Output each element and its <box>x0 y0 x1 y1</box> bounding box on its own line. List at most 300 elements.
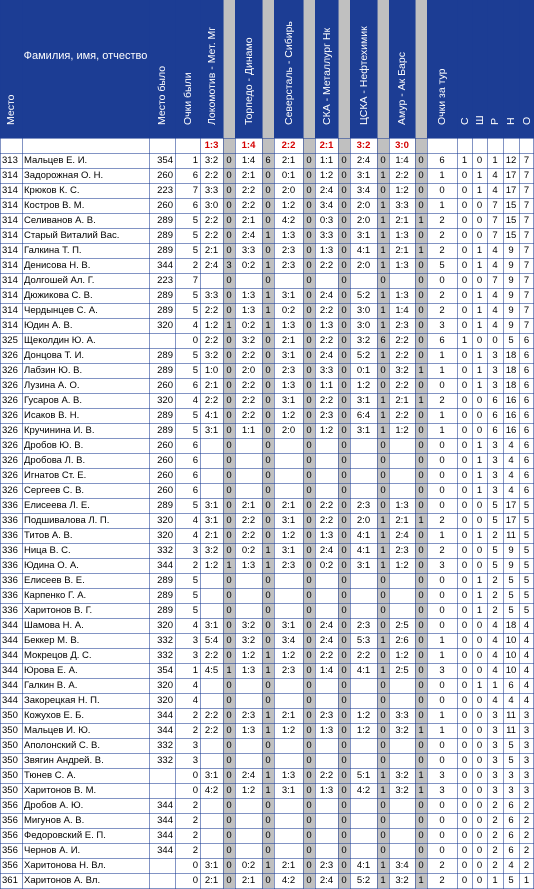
cell-match4-score: 2:4 <box>319 185 334 196</box>
cell-match6-score: 2:4 <box>395 530 409 541</box>
cell-match5-pts: 1 <box>377 513 389 528</box>
cell-match1-score <box>200 843 223 858</box>
cell-match5-pts: 0 <box>377 648 389 663</box>
cell-name: Долгошей Ал. Г. <box>24 275 95 286</box>
cell-match3-score <box>274 603 303 618</box>
cell-sh-count: 1 <box>476 575 483 586</box>
cell-match1-pts: 0 <box>223 453 235 468</box>
cell-match3-pts: 0 <box>303 828 315 843</box>
cell-n-count: 17 <box>505 170 517 181</box>
result-row-cell <box>0 138 22 153</box>
cell-match6-score <box>389 573 415 588</box>
cell-prev-points: 2 <box>192 830 198 841</box>
cell-place: 326 <box>2 410 18 421</box>
cell-match6-pts: 1 <box>415 243 427 258</box>
cell-prev-place: 320 <box>157 515 173 526</box>
cell-match5-score <box>350 738 377 753</box>
cell-match1-score: 2:2 <box>204 335 219 346</box>
cell-name: Елисеева Л. Е. <box>24 500 90 511</box>
cell-place: 314 <box>2 320 18 331</box>
cell-prev-place: 320 <box>157 680 173 691</box>
cell-match5-score: 4:1 <box>356 545 371 556</box>
cell-match2-score: 1:1 <box>241 425 256 436</box>
cell-prev-points: 3 <box>192 740 198 751</box>
grid-line-v <box>519 0 520 889</box>
cell-tour-points: 1 <box>439 710 445 721</box>
cell-name: Беккер М. В. <box>24 635 80 646</box>
cell-match2-score: 1:3 <box>241 725 256 736</box>
table-row <box>0 513 534 528</box>
cell-match6-score <box>389 468 415 483</box>
cell-place: 326 <box>2 485 18 496</box>
cell-match6-score: 1:2 <box>395 185 409 196</box>
cell-match5-pts: 0 <box>377 678 389 693</box>
cell-prev-points: 6 <box>192 485 198 496</box>
cell-match3-score <box>274 798 303 813</box>
table-row <box>0 678 534 693</box>
cell-o-count: 1 <box>523 875 530 886</box>
grid-line-v <box>200 0 201 889</box>
cell-prev-place <box>149 768 175 783</box>
grid-line-h <box>0 468 534 469</box>
cell-sh-count: 0 <box>476 830 483 841</box>
cell-match1-score: 3:2 <box>204 545 219 556</box>
cell-s-count: 0 <box>461 635 468 646</box>
cell-match5-score <box>350 813 377 828</box>
header-match6 <box>389 0 415 138</box>
header-prev-points-label: Очки были <box>181 71 194 125</box>
cell-match2-pts: 0 <box>262 693 274 708</box>
cell-s-count: 1 <box>461 155 468 166</box>
cell-match4-score: 1:2 <box>319 170 334 181</box>
cell-o-count: 6 <box>523 425 530 436</box>
cell-match3-score: 1:2 <box>281 650 296 661</box>
cell-match2-score <box>235 678 262 693</box>
cell-sh-count: 0 <box>476 695 483 706</box>
cell-sh-count: 1 <box>476 590 483 601</box>
cell-match2-score <box>235 753 262 768</box>
cell-match3-pts: 0 <box>303 423 315 438</box>
cell-match2-score: 2:2 <box>241 395 256 406</box>
header-sh <box>472 0 487 138</box>
cell-match1-pts: 0 <box>223 228 235 243</box>
cell-match2-pts: 1 <box>262 228 274 243</box>
cell-match5-score <box>350 573 377 588</box>
cell-match4-score: 2:2 <box>319 335 334 346</box>
cell-n-count: 11 <box>506 710 516 721</box>
cell-match5-pts: 0 <box>377 618 389 633</box>
cell-match6-pts: 0 <box>415 543 427 558</box>
cell-match3-pts: 0 <box>303 543 315 558</box>
cell-prev-place: 332 <box>157 545 173 556</box>
cell-match2-pts: 0 <box>262 243 274 258</box>
cell-match5-score <box>350 693 377 708</box>
cell-name: Игнатов Ст. Е. <box>24 470 87 481</box>
cell-o-count: 6 <box>523 470 530 481</box>
cell-place: 314 <box>2 305 18 316</box>
cell-r-count: 3 <box>492 380 498 391</box>
cell-prev-points: 6 <box>192 200 198 211</box>
cell-match2-pts: 1 <box>262 558 274 573</box>
cell-prev-points: 5 <box>192 245 198 256</box>
cell-place: 314 <box>2 170 18 181</box>
cell-sh-count: 0 <box>476 155 483 166</box>
cell-match5-pts: 1 <box>377 663 389 678</box>
cell-match6-pts: 0 <box>415 663 427 678</box>
cell-match2-pts: 0 <box>262 423 274 438</box>
cell-tour-points: 0 <box>439 845 445 856</box>
cell-match6-score <box>389 813 415 828</box>
cell-r-count: 4 <box>492 170 498 181</box>
cell-o-count: 3 <box>523 710 530 721</box>
cell-match1-score: 2:1 <box>204 245 219 256</box>
table-row <box>0 573 534 588</box>
cell-match3-pts: 0 <box>303 603 315 618</box>
cell-match3-pts: 0 <box>303 738 315 753</box>
cell-match2-pts: 0 <box>262 873 274 888</box>
cell-place: 356 <box>2 815 18 826</box>
cell-match4-score: 3:4 <box>319 200 334 211</box>
cell-r-count: 4 <box>492 305 498 316</box>
grid-line-v <box>262 0 263 889</box>
cell-place: 326 <box>2 455 18 466</box>
cell-match1-score: 3:2 <box>204 155 219 166</box>
cell-place: 344 <box>2 650 18 661</box>
cell-match4-pts: 0 <box>338 648 350 663</box>
cell-match6-pts: 1 <box>415 363 427 378</box>
cell-match5-score: 3:4 <box>356 185 371 196</box>
grid-line-h <box>0 753 534 754</box>
cell-place: 326 <box>2 350 18 361</box>
cell-s-count: 0 <box>461 305 468 316</box>
header-o-label: О <box>520 116 533 125</box>
cell-match4-pts: 0 <box>338 738 350 753</box>
cell-match6-score: 1:3 <box>395 230 409 241</box>
cell-match2-score: 2:1 <box>241 875 256 886</box>
cell-r-count: 1 <box>492 875 498 886</box>
cell-match4-score: 2:4 <box>319 635 334 646</box>
grid-line-h <box>0 288 534 289</box>
cell-prev-points: 6 <box>192 470 198 481</box>
cell-prev-points: 5 <box>192 500 198 511</box>
cell-prev-points: 5 <box>192 305 198 316</box>
cell-name: Кожухов Е. Б. <box>24 710 85 721</box>
cell-prev-place: 344 <box>157 725 173 736</box>
cell-sh-count: 0 <box>476 725 483 736</box>
cell-sh-count: 0 <box>476 845 483 856</box>
cell-match5-pts: 1 <box>377 543 389 558</box>
cell-match5-pts: 0 <box>377 483 389 498</box>
cell-match3-score: 0:1 <box>281 170 296 181</box>
table-row <box>0 423 534 438</box>
cell-o-count: 6 <box>523 350 530 361</box>
grid-line-h <box>0 363 534 364</box>
cell-match4-score <box>315 453 338 468</box>
cell-match4-score: 2:3 <box>319 860 334 871</box>
cell-r-count: 6 <box>492 410 498 421</box>
cell-match6-score: 2:2 <box>395 335 409 346</box>
cell-name: Дробов А. Ю. <box>24 800 84 811</box>
cell-tour-points: 3 <box>439 560 445 571</box>
cell-match2-pts: 0 <box>262 333 274 348</box>
table-row <box>0 633 534 648</box>
table-row <box>0 363 534 378</box>
cell-prev-place: 289 <box>157 410 173 421</box>
header-gap <box>223 0 235 138</box>
cell-name: Дюжикова С. В. <box>24 290 93 301</box>
cell-match2-score: 2:1 <box>241 170 256 181</box>
cell-match6-pts: 0 <box>415 558 427 573</box>
grid-line-h <box>0 408 534 409</box>
cell-tour-points: 6 <box>439 335 445 346</box>
cell-match6-score <box>389 678 415 693</box>
cell-match1-score: 2:2 <box>204 170 219 181</box>
cell-name: Сергеев С. В. <box>24 485 85 496</box>
cell-sh-count: 1 <box>476 380 483 391</box>
cell-place: 314 <box>2 185 18 196</box>
cell-place: 350 <box>2 710 18 721</box>
cell-prev-points: 0 <box>192 770 198 781</box>
cell-tour-points: 0 <box>439 740 445 751</box>
table-row <box>0 723 534 738</box>
cell-sh-count: 0 <box>476 515 483 526</box>
cell-match6-pts: 1 <box>415 783 427 798</box>
cell-match6-score <box>389 453 415 468</box>
cell-match2-score: 2:2 <box>241 185 256 196</box>
header-gap <box>338 0 350 138</box>
cell-match5-pts: 0 <box>377 153 389 168</box>
cell-prev-points: 7 <box>192 275 198 286</box>
cell-match1-pts: 0 <box>223 843 235 858</box>
cell-match3-score <box>274 843 303 858</box>
cell-match3-score: 2:0 <box>281 185 296 196</box>
cell-match5-pts: 1 <box>377 228 389 243</box>
grid-line-v <box>149 0 150 889</box>
cell-n-count: 16 <box>505 425 517 436</box>
cell-o-count: 3 <box>523 740 530 751</box>
table-row <box>0 813 534 828</box>
cell-prev-points: 2 <box>192 815 198 826</box>
cell-prev-points: 4 <box>192 680 198 691</box>
cell-match4-score: 1:3 <box>319 725 334 736</box>
cell-name: Крюков К. С. <box>24 185 80 196</box>
cell-n-count: 10 <box>505 665 517 676</box>
cell-r-count: 3 <box>492 350 498 361</box>
cell-place: 344 <box>2 665 18 676</box>
cell-match2-pts: 0 <box>262 393 274 408</box>
cell-match2-pts: 0 <box>262 468 274 483</box>
cell-r-count: 4 <box>492 290 498 301</box>
cell-tour-points: 6 <box>439 155 445 166</box>
cell-match6-score: 2:6 <box>395 635 409 646</box>
cell-match2-score: 1:3 <box>241 305 256 316</box>
header-match3-label: Северсталь - Сибирь <box>282 20 295 125</box>
cell-match1-score: 3:0 <box>204 200 219 211</box>
cell-match2-pts: 1 <box>262 258 274 273</box>
grid-line-h <box>0 483 534 484</box>
cell-prev-points: 0 <box>192 785 198 796</box>
cell-match4-score: 1:3 <box>319 320 334 331</box>
cell-match1-score <box>200 603 223 618</box>
cell-tour-points: 1 <box>439 530 445 541</box>
grid-line-h <box>0 243 534 244</box>
cell-place: 336 <box>2 515 18 526</box>
cell-match2-score <box>235 438 262 453</box>
cell-prev-points: 0 <box>192 860 198 871</box>
cell-match6-score: 1:3 <box>395 290 409 301</box>
cell-match2-pts: 0 <box>262 813 274 828</box>
cell-prev-points: 5 <box>192 605 198 616</box>
table-row <box>0 543 534 558</box>
table-row <box>0 213 534 228</box>
cell-match3-pts: 0 <box>303 198 315 213</box>
cell-match6-pts: 0 <box>415 348 427 363</box>
header-prev-points <box>175 0 200 138</box>
cell-match3-pts: 0 <box>303 483 315 498</box>
cell-o-count: 7 <box>523 245 530 256</box>
cell-match5-score: 3:1 <box>356 425 371 436</box>
cell-r-count: 3 <box>492 470 498 481</box>
cell-match5-pts: 1 <box>377 768 389 783</box>
cell-match5-pts: 1 <box>377 783 389 798</box>
cell-match2-pts: 1 <box>262 318 274 333</box>
cell-match6-score: 2:2 <box>395 380 409 391</box>
cell-match5-pts: 1 <box>377 423 389 438</box>
grid-line-h <box>0 708 534 709</box>
cell-n-count: 9 <box>508 305 514 316</box>
header-match6-label: Амур - Ак Барс <box>395 51 408 125</box>
cell-match2-score: 0:2 <box>241 545 256 556</box>
cell-match3-score: 2:0 <box>281 425 296 436</box>
cell-match6-pts: 0 <box>415 753 427 768</box>
cell-match4-pts: 0 <box>338 408 350 423</box>
cell-match5-pts: 1 <box>377 558 389 573</box>
cell-s-count: 0 <box>461 485 468 496</box>
cell-match3-score <box>274 588 303 603</box>
cell-match1-pts: 0 <box>223 813 235 828</box>
cell-match6-pts: 1 <box>415 723 427 738</box>
table-row <box>0 588 534 603</box>
cell-match2-pts: 1 <box>262 303 274 318</box>
grid-line-h <box>0 738 534 739</box>
cell-sh-count: 0 <box>476 500 483 511</box>
grid-line-h <box>0 453 534 454</box>
cell-place: 326 <box>2 470 18 481</box>
header-place <box>0 0 22 138</box>
cell-match3-pts: 0 <box>303 813 315 828</box>
cell-match4-pts: 0 <box>338 168 350 183</box>
cell-match6-score: 2:5 <box>395 620 409 631</box>
cell-s-count: 0 <box>461 200 468 211</box>
cell-match2-score: 3:2 <box>241 620 256 631</box>
result-row-cell <box>262 138 274 153</box>
cell-match5-pts: 1 <box>377 393 389 408</box>
cell-match5-score <box>350 483 377 498</box>
cell-match4-pts: 0 <box>338 333 350 348</box>
cell-match3-score: 3:1 <box>281 515 296 526</box>
cell-o-count: 7 <box>523 305 530 316</box>
cell-name: Донцова Т. И. <box>24 350 85 361</box>
cell-o-count: 6 <box>523 335 530 346</box>
cell-o-count: 2 <box>523 860 530 871</box>
cell-o-count: 3 <box>523 755 530 766</box>
cell-prev-place: 332 <box>157 635 173 646</box>
cell-n-count: 9 <box>508 545 514 556</box>
cell-r-count: 6 <box>492 425 498 436</box>
cell-match6-score <box>389 828 415 843</box>
cell-match6-pts: 0 <box>415 333 427 348</box>
cell-match4-score: 2:2 <box>319 500 334 511</box>
header-gap <box>262 0 274 138</box>
cell-n-count: 3 <box>508 770 514 781</box>
cell-prev-points: 4 <box>192 320 198 331</box>
cell-match1-pts: 0 <box>223 738 235 753</box>
table-row <box>0 828 534 843</box>
cell-tour-points: 2 <box>439 245 445 256</box>
cell-match1-score <box>200 588 223 603</box>
cell-match2-pts: 0 <box>262 753 274 768</box>
cell-match4-score <box>315 828 338 843</box>
result-row-cell <box>487 138 503 153</box>
cell-match4-pts: 0 <box>338 873 350 888</box>
cell-match1-score <box>200 453 223 468</box>
cell-match2-score: 0:2 <box>241 260 256 271</box>
cell-name: Харитонов В. Г. <box>24 605 93 616</box>
cell-r-count: 4 <box>492 665 498 676</box>
cell-prev-points: 3 <box>192 545 198 556</box>
cell-match2-score: 1:2 <box>241 785 256 796</box>
table-row <box>0 873 534 888</box>
cell-tour-points: 0 <box>439 830 445 841</box>
grid-line-v <box>415 0 416 889</box>
cell-match3-score: 3:1 <box>281 620 296 631</box>
cell-match5-pts: 0 <box>377 468 389 483</box>
cell-match3-score <box>274 753 303 768</box>
cell-match5-score: 2:3 <box>356 500 371 511</box>
result-row-cell <box>415 138 427 153</box>
cell-match5-score: 4:1 <box>356 860 371 871</box>
cell-match4-pts: 0 <box>338 768 350 783</box>
cell-match1-pts: 0 <box>223 633 235 648</box>
cell-prev-place: 332 <box>157 755 173 766</box>
cell-match6-score: 2:2 <box>395 350 409 361</box>
cell-tour-points: 0 <box>439 380 445 391</box>
cell-match2-pts: 0 <box>262 348 274 363</box>
cell-match3-score: 1:3 <box>281 320 296 331</box>
cell-name: Титов А. В. <box>24 530 73 541</box>
table-row <box>0 153 534 168</box>
cell-match6-score <box>389 483 415 498</box>
cell-match2-pts: 1 <box>262 663 274 678</box>
cell-match5-score: 2:0 <box>356 515 371 526</box>
cell-match6-score: 1:3 <box>395 500 409 511</box>
grid-line-h <box>0 873 534 874</box>
cell-match2-score: 3:2 <box>241 335 256 346</box>
cell-match4-score: 1:3 <box>319 245 334 256</box>
table-row <box>0 618 534 633</box>
cell-match1-pts: 0 <box>223 423 235 438</box>
cell-match1-score: 3:1 <box>204 620 219 631</box>
cell-prev-place: 260 <box>157 485 173 496</box>
grid-line-h <box>0 843 534 844</box>
cell-place: 326 <box>2 380 18 391</box>
cell-match4-score <box>315 273 338 288</box>
cell-r-count: 7 <box>492 230 498 241</box>
cell-n-count: 15 <box>505 215 517 226</box>
cell-match4-score: 2:3 <box>319 410 334 421</box>
cell-sh-count: 0 <box>476 740 483 751</box>
cell-n-count: 9 <box>508 275 514 286</box>
